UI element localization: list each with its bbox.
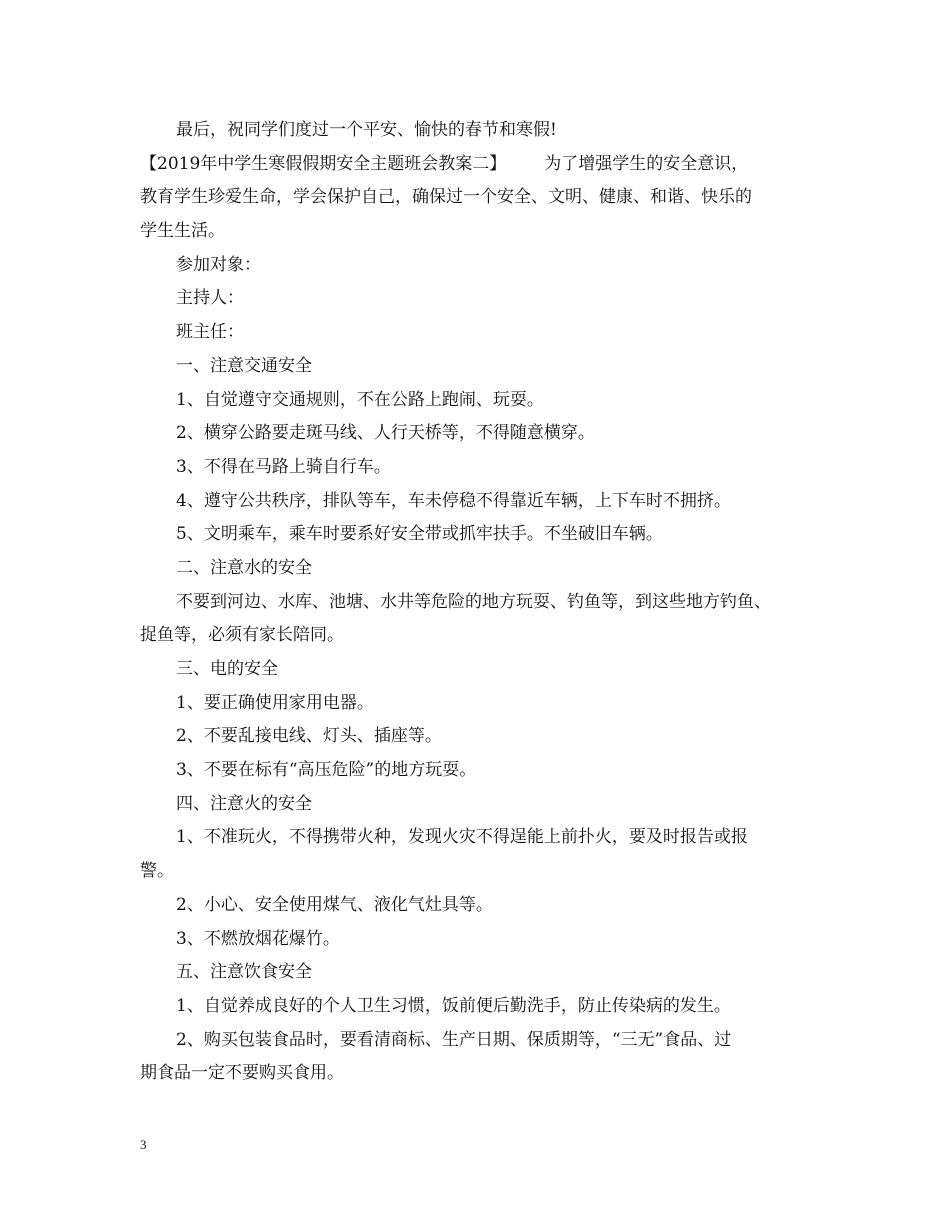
list-item: 4、遵守公共秩序，排队等车，车未停稳不得靠近车辆，上下车时不拥挤。: [176, 490, 731, 511]
list-item: 3、不燃放烟花爆竹。: [176, 928, 340, 949]
head-teacher-label: 班主任：: [176, 322, 244, 343]
paragraph-continued: 捉鱼等，必须有家长陪同。: [140, 625, 344, 646]
section-heading-electricity: 三、电的安全: [176, 659, 278, 679]
list-item-continued: 期食品一定不要购买食用。: [140, 1063, 344, 1084]
list-item: 1、自觉遵守交通规则，不在公路上跑闹、玩耍。: [176, 389, 544, 410]
list-item-continued: 警。: [140, 861, 174, 882]
lesson-heading-line: [140, 148, 820, 182]
closing-wish: 最后，祝同学们度过一个平安、愉快的春节和寒假!: [176, 120, 557, 140]
participants-label: 参加对象：: [176, 254, 261, 275]
list-item: 1、自觉养成良好的个人卫生习惯，饭前便后勤洗手，防止传染病的发生。: [176, 995, 731, 1016]
section-heading-traffic: 一、注意交通安全: [176, 355, 312, 376]
list-item: 1、不准玩火，不得携带火种，发现火灾不得逞能上前扑火，要及时报告或报: [176, 827, 748, 848]
section-heading-water: 二、注意水的安全: [176, 557, 312, 578]
lesson-title: 【2019年中学生寒假假期安全主题班会教案二】: [140, 153, 507, 174]
section-heading-food: 五、注意饮食安全: [176, 962, 312, 983]
list-item: 3、不要在标有“高压危险”的地方玩耍。: [176, 760, 477, 781]
page-number: 3: [140, 1137, 147, 1152]
purpose-text-continued: 教育学生珍爱生命，学会保护自己，确保过一个安全、文明、健康、和谐、快乐的: [140, 187, 752, 208]
purpose-text-start: 为了增强学生的安全意识，: [544, 153, 749, 174]
document-body: [140, 114, 820, 1091]
list-item: 2、小心、安全使用煤气、液化气灶具等。: [176, 894, 493, 915]
list-item: 2、购买包装食品时，要看清商标、生产日期、保质期等，“三无”食品、过: [176, 1029, 732, 1050]
list-item: 2、横穿公路要走斑马线、人行天桥等，不得随意横穿。: [176, 423, 595, 444]
list-item: 2、不要乱接电线、灯头、插座等。: [176, 726, 442, 747]
paragraph: 不要到河边、水库、池塘、水井等危险的地方玩耍、钓鱼等，到这些地方钓鱼、: [176, 591, 771, 612]
list-item: 1、要正确使用家用电器。: [176, 692, 374, 713]
host-label: 主持人：: [176, 288, 244, 309]
list-item: 5、文明乘车，乘车时要系好安全带或抓牢扶手。不坐破旧车辆。: [176, 524, 663, 545]
list-item: 3、不得在马路上骑自行车。: [176, 456, 391, 477]
purpose-text-end: 学生生活。: [140, 221, 225, 242]
section-heading-fire: 四、注意火的安全: [176, 793, 312, 814]
